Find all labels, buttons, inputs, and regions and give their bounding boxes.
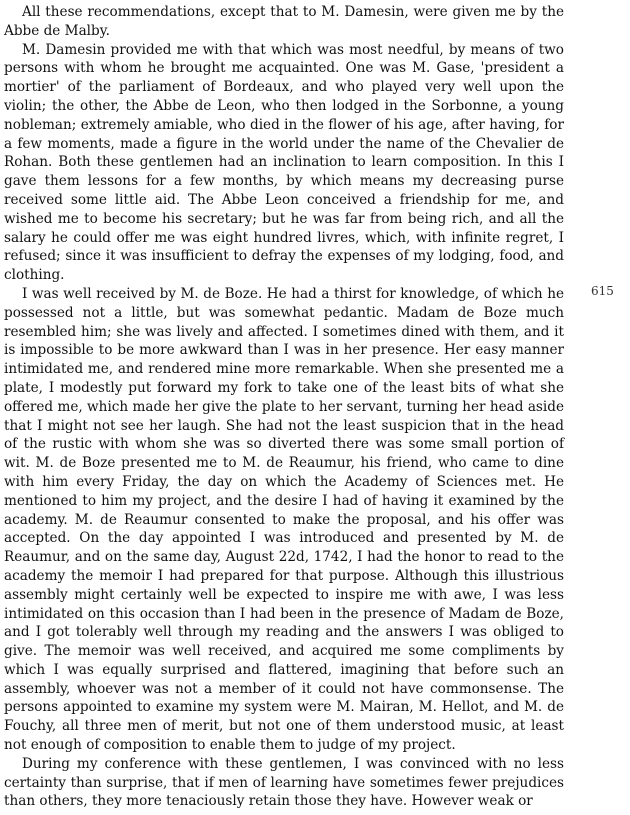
paragraph-conference: During my conference with these gentlemen, I was convinced with no less certainty than surprise, that if men of learning have sometimes fewer prejudices than others, they more tenaciously retain those they have. However weak or — [4, 755, 564, 810]
paragraph-recommendations: All these recommendations, except that to M. Damesin, were given me by the Abbe de Malby. — [4, 4, 564, 39]
page-number: 615 — [591, 284, 614, 298]
book-page-text — [4, 3, 564, 811]
paragraph-de-boze: I was well received by M. de Boze. He had a thirst for knowledge, of which he possessed not a little, but was somewhat pedantic. Madam de Boze much resembled him; she was lively and affected. I sometimes dined with them, and it is impossible to be more awkward than I was in her presence. Her easy manner intimidated me, and rendered mine more remarkable. When she presented me a plate, I modestly put forward my fork to take one of the least bits of what she offered me, which made her give the plate to her servant, turning her head aside that I might not see her laugh. She had not the least suspicion that in the head of the rustic with whom she was so diverted there was some small portion of wit. M. de Boze presented me to M. de Reaumur, his friend, who came to dine with him every Friday, the day on which the Academy of Sciences met. He mentioned to him my project, and the desire I had of having it examined by the academy. M. de Reaumur consented to make the proposal, and his offer was accepted. On the day appointed I was introduced and presented by M. de Reaumur, and on the same day, August 22d, 1742, I had the honor to read to the academy the memoir I had prepared for that purpose. Although this illustrious assembly might certainly well be expected to inspire me with awe, I was less intimidated on this occasion than I had been in the presence of Madam de Boze, and I got tolerably well through my reading and the answers I was obliged to give. The memoir was well received, and acquired me some compliments by which I was equally surprised and flattered, imagining that before such an assembly, whoever was not a member of it could not have commonsense. The persons appointed to examine my system were M. Mairan, M. Hellot, and M. de Fouchy, all three men of merit, but not one of them understood music, at least not enough of composition to enable them to judge of my project. — [4, 285, 564, 754]
paragraph-damesin: M. Damesin provided me with that which was most needful, by means of two persons with whom he brought me acquainted. One was M. Gase, 'president a mortier' of the parliament of Bordeaux, and who played very well upon the violin; the other, the Abbe de Leon, who then lodged in the Sorbonne, a young nobleman; extremely amiable, who died in the flower of his age, after having, for a few moments, made a figure in the world under the name of the Chevalier de Rohan. Both these gentlemen had an inclination to learn composition. In this I gave them lessons for a few months, by which means my decreasing purse received some little aid. The Abbe Leon conceived a friendship for me, and wished me to become his secretary; but he was far from being rich, and all the salary he could offer me was eight hundred livres, which, with infinite regret, I refused; since it was insufficient to defray the expenses of my lodging, food, and clothing. — [4, 41, 564, 284]
